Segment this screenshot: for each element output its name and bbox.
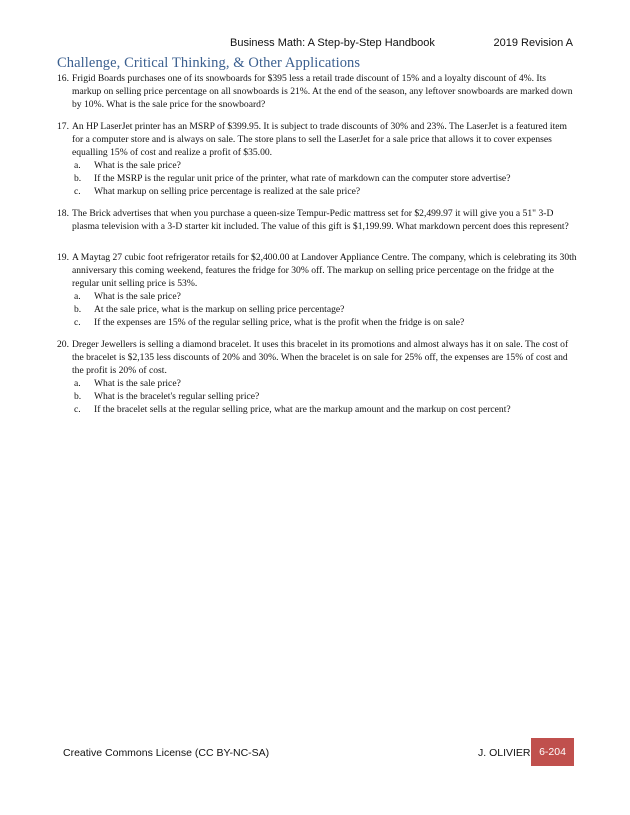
part-text: If the MSRP is the regular unit price of the printer, what rate of markdown can the computer store advertise? xyxy=(94,173,511,184)
author-name: J. OLIVIER xyxy=(478,747,531,759)
problem-text: An HP LaserJet printer has an MSRP of $399.95. It is subject to trade discounts of 30% and 23%. The LaserJet is a featured item for a computer store and is always on sale. The store plans to sell the LaserJet for a sale price that allows it to cover expenses equalling 15% of cost and realize a profit of $35.00. xyxy=(72,121,567,158)
problem-text: Dreger Jewellers is selling a diamond bracelet. It uses this bracelet in its promotions and almost always has it on sale. The cost of the bracelet is $2,135 less discounts of 20% and 30%. When the bracelet is on sale for 25% off, the expenses are 15% of cost and the profit is 20% of cost. xyxy=(72,339,569,376)
problem-17 xyxy=(57,120,577,198)
problem-number: 17. xyxy=(57,121,69,132)
problem-part xyxy=(72,159,577,172)
problem-number: 18. xyxy=(57,208,69,219)
problem-part xyxy=(72,316,577,329)
problem-part xyxy=(72,403,577,416)
problem-part xyxy=(72,303,577,316)
problem-part xyxy=(72,390,577,403)
part-letter: b. xyxy=(74,304,82,315)
problem-part xyxy=(72,172,577,185)
problem-text: Frigid Boards purchases one of its snowboards for $395 less a retail trade discount of 15% and a loyalty discount of 4%. Its markup on selling price percentage on all snowboards is 21%. At the end of the season, any leftover snowboards are marked down by 10%. What is the sale price for the snowboard? xyxy=(72,73,573,110)
part-text: What is the sale price? xyxy=(94,291,181,302)
part-letter: b. xyxy=(74,391,82,402)
part-letter: c. xyxy=(74,404,81,415)
page-footer xyxy=(0,743,630,765)
part-text: At the sale price, what is the markup on selling price percentage? xyxy=(94,304,345,315)
problem-18 xyxy=(57,207,577,233)
problem-20 xyxy=(57,338,577,416)
part-letter: a. xyxy=(74,378,81,389)
part-letter: a. xyxy=(74,291,81,302)
book-title: Business Math: A Step-by-Step Handbook xyxy=(230,37,435,49)
part-text: If the bracelet sells at the regular selling price, what are the markup amount and the markup on cost percent? xyxy=(94,404,511,415)
problem-number: 19. xyxy=(57,252,69,263)
part-text: What is the sale price? xyxy=(94,378,181,389)
problem-part xyxy=(72,290,577,303)
problem-part xyxy=(72,185,577,198)
problem-16 xyxy=(57,72,577,111)
revision-label: 2019 Revision A xyxy=(493,37,573,49)
problem-number: 20. xyxy=(57,339,69,350)
part-letter: a. xyxy=(74,160,81,171)
license-text: Creative Commons License (CC BY-NC-SA) xyxy=(63,747,270,759)
part-text: If the expenses are 15% of the regular selling price, what is the profit when the fridge is on sale? xyxy=(94,317,465,328)
page-header xyxy=(0,35,630,51)
problem-number: 16. xyxy=(57,73,69,84)
part-letter: b. xyxy=(74,173,82,184)
part-text: What is the sale price? xyxy=(94,160,181,171)
page-number-badge: 6-204 xyxy=(531,738,574,766)
part-letter: c. xyxy=(74,186,81,197)
part-text: What is the bracelet's regular selling price? xyxy=(94,391,260,402)
problem-19 xyxy=(57,251,577,329)
problem-list xyxy=(57,72,577,425)
part-letter: c. xyxy=(74,317,81,328)
problem-text: A Maytag 27 cubic foot refrigerator retails for $2,400.00 at Landover Appliance Centre. The company, which is celebrating its 30th anniversary this coming weekend, features the fridge for 30% off. The markup on selling price percentage on the fridge at the regular unit selling price is 53%. xyxy=(72,252,577,289)
part-text: What markup on selling price percentage is realized at the sale price? xyxy=(94,186,361,197)
problem-part xyxy=(72,377,577,390)
section-title: Challenge, Critical Thinking, & Other Applications xyxy=(57,55,361,71)
problem-text: The Brick advertises that when you purchase a queen-size Tempur-Pedic mattress set for $2,499.97 it will give you a 51" 3-D plasma television with a 3-D starter kit included. The value of this gift is $1,199.99. What markdown percent does this represent? xyxy=(72,208,569,232)
